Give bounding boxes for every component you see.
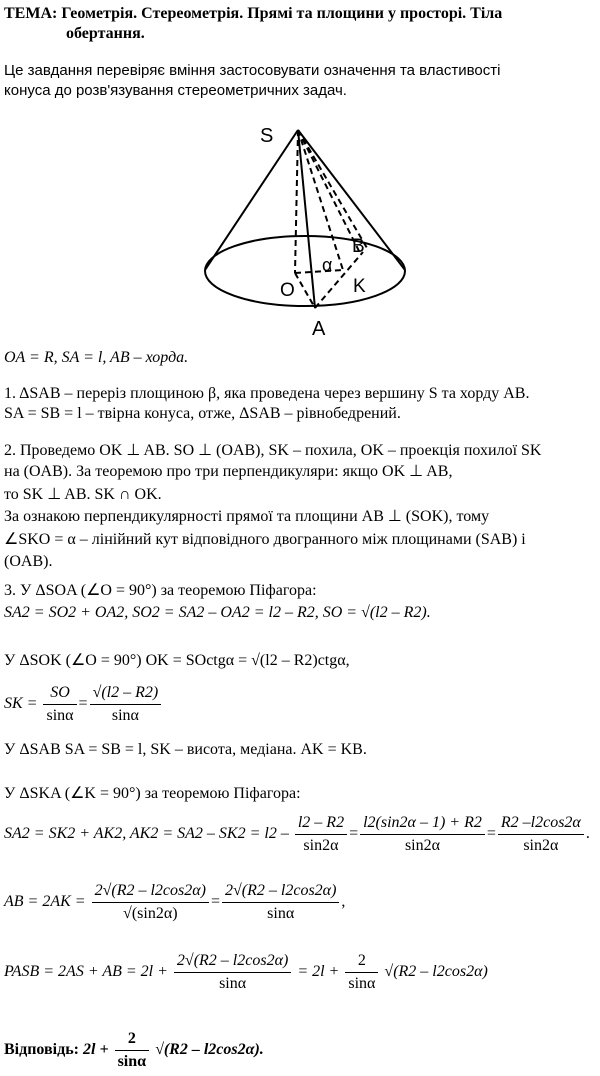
equation-perimeter-lhs: PASB = 2AS + AB = 2l + xyxy=(4,963,168,980)
equation-perimeter-tail: √(R2 – l2cos2α) xyxy=(384,963,488,980)
fraction-numerator: l2 – R2 xyxy=(295,813,347,835)
equation-ab: AB = 2AK = $\frac{2√(R2 - l2\cos 2\alpha)}{√(\sin 2\alpha)}$ = $\frac{2√(R2 - l2\cos 2\alpha)}{\sin\alpha}$ , xyxy=(4,881,346,922)
topic-heading-line-2: обертання. xyxy=(66,25,145,42)
label-k: K xyxy=(353,276,366,297)
equation-ab-lhs: AB = 2AK = xyxy=(4,893,86,910)
answer-lhs: 2l + xyxy=(83,1041,109,1058)
step1-line-2: SA = SB = l – твірна конуса, отже, ΔSAB – рівнобедрений. xyxy=(4,405,401,422)
intro-line-2: конуса до розв'язування стереометричних задач. xyxy=(4,82,347,99)
answer-tail: √(R2 – l2cos2α). xyxy=(155,1041,264,1058)
height-so xyxy=(295,130,298,273)
intro-line-1: Це завдання перевіряє вміння застосовувати означення та властивості xyxy=(4,62,501,79)
fraction-ak-1 xyxy=(295,813,347,856)
fraction-ak-3 xyxy=(498,813,584,856)
fraction-denominator: sinα xyxy=(117,1052,147,1070)
segment-ok xyxy=(295,270,343,273)
fraction-sk-1 xyxy=(43,683,76,726)
fraction-numerator: 2 xyxy=(115,1029,150,1051)
step2-line-2: на (OAB). За теоремою про три перпендикуляри: якщо OK ⊥ AB, xyxy=(4,463,453,480)
cone-base-ellipse xyxy=(205,236,405,306)
answer-line xyxy=(4,1028,264,1072)
fraction-denominator: √(sin2α) xyxy=(123,904,178,922)
fraction-numerator: 2 xyxy=(345,951,378,973)
fraction-p-1 xyxy=(174,951,291,994)
equation-perimeter xyxy=(4,950,488,994)
fraction-ak-2 xyxy=(360,813,485,856)
step2-line-5: ∠SKO = α – лінійний кут відповідного двогранного між площинами (SAB) і xyxy=(4,531,526,548)
label-a: A xyxy=(312,318,326,340)
fraction-denominator: sinα xyxy=(267,904,295,922)
fraction-denominator: sinα xyxy=(111,706,139,724)
fraction-denominator: sinα xyxy=(46,706,74,724)
step2-line-1: 2. Проведемо OK ⊥ AB. SO ⊥ (OAB), SK – похила, OK – проекція похилої SK xyxy=(4,442,542,459)
fraction-denominator: sin2α xyxy=(303,836,339,854)
fraction-numerator: 2√(R2 – l2cos2α) xyxy=(92,881,209,903)
fraction-denominator: sinα xyxy=(219,974,247,992)
fraction-ab-1 xyxy=(92,881,209,924)
equation-perimeter-mid: = 2l + xyxy=(297,963,340,980)
step2-line-3: то SK ⊥ AB. SK ∩ OK. xyxy=(4,486,162,503)
fraction-ab-2 xyxy=(222,881,339,924)
answer-fraction xyxy=(115,1029,150,1072)
triangle-sab-line: У ΔSAB SA = SB = l, SK – висота, медіана. AK = KB. xyxy=(4,741,367,758)
equation-ak-lhs: SA2 = SK2 + AK2, AK2 = SA2 – SK2 = l2 – xyxy=(4,825,289,842)
fraction-numerator: 2√(R2 – l2cos2α) xyxy=(222,881,339,903)
fraction-denominator: sinα xyxy=(348,974,376,992)
label-b: B xyxy=(352,236,365,257)
equation-ak: SA2 = SK2 + AK2, AK2 = SA2 – SK2 = l2 – $\frac{l2 - R2}{\sin 2\alpha}$ = $\frac{l2(\sin 2\alpha - 1) + R2}{\sin 2\alpha}$ = $\frac{R2 -l2\cos 2\alpha}{\sin 2\alpha}$ . xyxy=(4,813,590,854)
step3-line-1: 3. У ΔSOA (∠O = 90°) за теоремою Піфагора: xyxy=(4,582,317,599)
fraction-numerator: R2 –l2cos2α xyxy=(498,813,584,835)
topic-heading-line-1: ТЕМА: Геометрія. Стереометрія. Прямі та площини у просторі. Тіла xyxy=(4,5,503,22)
step2-line-6: (OAB). xyxy=(4,553,53,570)
given-line: OA = R, SA = l, AB – хорда. xyxy=(4,349,189,366)
label-alpha: α xyxy=(322,255,333,275)
triangle-ska-line: У ΔSKA (∠K = 90°) за теоремою Піфагора: xyxy=(4,785,301,802)
fraction-numerator: √(l2 – R2) xyxy=(90,683,162,705)
step1-line-1: 1. ΔSAB – переріз площиною β, яка проведена через вершину S та хорду AB. xyxy=(4,385,530,402)
answer-label: Відповідь: xyxy=(4,1041,79,1058)
equation-sa-so: SA2 = SO2 + OA2, SO2 = SA2 – OA2 = l2 – R2, SO = √(l2 – R2). xyxy=(4,604,431,621)
fraction-denominator: sin2α xyxy=(523,836,559,854)
cone-figure xyxy=(195,118,415,340)
label-s: S xyxy=(260,125,274,147)
equation-sk-lhs: SK = xyxy=(4,695,38,712)
fraction-numerator: l2(sin2α – 1) + R2 xyxy=(360,813,485,835)
generatrix-left xyxy=(205,130,298,270)
fraction-numerator: SO xyxy=(43,683,76,705)
fraction-numerator: 2√(R2 – l2cos2α) xyxy=(174,951,291,973)
label-o: O xyxy=(280,280,295,301)
step2-line-4: За ознакою перпендикулярності прямої та площини AB ⊥ (SOK), тому xyxy=(4,508,490,525)
equation-ok: У ΔSOK (∠O = 90°) OK = SOctgα = √(l2 – R2)ctgα, xyxy=(4,652,350,669)
fraction-denominator: sin2α xyxy=(404,836,440,854)
fraction-p-2 xyxy=(345,951,378,994)
equation-sk: SK = $\frac{SO}{\sin\alpha}$ = $\frac{√(l2 - R2)}{\sin\alpha}$ xyxy=(4,682,163,726)
fraction-sk-2 xyxy=(90,683,162,726)
